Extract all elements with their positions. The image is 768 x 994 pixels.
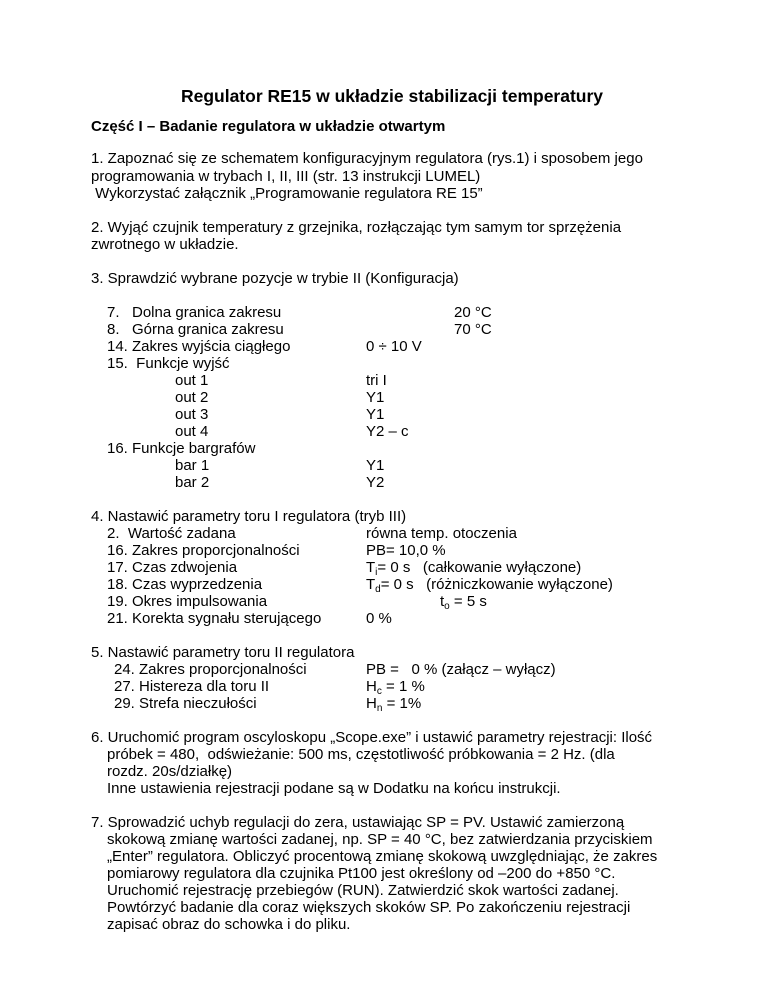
config-item-label: out 3: [175, 406, 209, 423]
param-label: 27. Histereza dla toru II: [114, 678, 270, 695]
param-label: 29. Strefa nieczułości: [114, 695, 257, 712]
param-value: $T_d= 0$ s (różniczkowanie wyłączone): [366, 576, 613, 595]
config-item-value: 70 °C: [454, 321, 492, 338]
param-label: 17. Czas zdwojenia: [107, 559, 238, 576]
step7-line5: Uruchomić rejestrację przebiegów (RUN). Zatwierdzić skok wartości zadanej.: [107, 882, 619, 899]
config-item-label: 14. Zakres wyjścia ciągłego: [107, 338, 291, 355]
config-item-value: Y1: [366, 457, 385, 474]
step6-line1: 6. Uruchomić program oscyloskopu „Scope.exe” i ustawić parametry rejestracji: Ilość: [91, 729, 653, 746]
step3-intro: 3. Sprawdzić wybrane pozycje w trybie II (Konfiguracja): [91, 270, 459, 287]
config-item-label: out 1: [175, 372, 209, 389]
step6-line4: Inne ustawienia rejestracji podane są w Dodatku na końcu instrukcji.: [107, 780, 561, 797]
step7-line7: zapisać obraz do schowka i do pliku.: [107, 916, 351, 933]
step7-line6: Powtórzyć badanie dla coraz większych skoków SP. Po zakończeniu rejestracji: [107, 899, 631, 916]
section-heading: Część I – Badanie regulatora w układzie otwartym: [91, 118, 446, 135]
config-item-label: bar 1: [175, 457, 210, 474]
config-item-label: out 2: [175, 389, 209, 406]
step7-line3: „Enter” regulatora. Obliczyć procentową zmianę skokową uwzględniając, że zakres: [107, 848, 658, 865]
param-value: PB= 10,0 %: [366, 542, 446, 559]
config-item-value: Y1: [366, 389, 385, 406]
config-item-value: 20 °C: [454, 304, 492, 321]
param-value: $H_n = 1\%$: [366, 695, 422, 714]
config-item-label: 16. Funkcje bargrafów: [107, 440, 256, 457]
param-value: $H_c = 1$ %: [366, 678, 425, 697]
step2-line1: 2. Wyjąć czujnik temperatury z grzejnika, rozłączając tym samym tor sprzężenia: [91, 219, 622, 236]
config-item-label: bar 2: [175, 474, 210, 491]
step7-line4: pomiarowy regulatora dla czujnika Pt100 jest określony od –200 do +850 °C.: [107, 865, 616, 882]
step7-line1: 7. Sprowadzić uchyb regulacji do zera, ustawiając SP = PV. Ustawić zamierzoną: [91, 814, 625, 831]
step4-intro: 4. Nastawić parametry toru I regulatora (tryb III): [91, 508, 407, 525]
param-value: PB = 0 % (załącz – wyłącz): [366, 661, 556, 678]
step7-line2: skokową zmianę wartości zadanej, np. SP = 40 °C, bez zatwierdzania przyciskiem: [107, 831, 653, 848]
config-item-value: Y2 – c: [366, 423, 409, 440]
param-label: 21. Korekta sygnału sterującego: [107, 610, 322, 627]
config-item-label: out 4: [175, 423, 209, 440]
param-value: $T_i= 0$ s (całkowanie wyłączone): [366, 559, 582, 578]
step1-line3: Wykorzystać załącznik „Programowanie regulatora RE 15”: [91, 185, 483, 202]
step2-line2: zwrotnego w układzie.: [91, 236, 239, 253]
param-label: 19. Okres impulsowania: [107, 593, 268, 610]
config-item-label: 8. Górna granica zakresu: [107, 321, 284, 338]
step6-line3: rozdz. 20s/działkę): [107, 763, 233, 780]
step1-line1: 1. Zapoznać się ze schematem konfiguracyjnym regulatora (rys.1) i sposobem jego: [91, 150, 643, 167]
param-value: równa temp. otoczenia: [366, 525, 517, 542]
config-item-value: 0 ÷ 10 V: [366, 338, 422, 355]
step1-line2: programowania w trybach I, II, III (str. 13 instrukcji LUMEL): [91, 168, 481, 185]
param-label: 24. Zakres proporcjonalności: [114, 661, 307, 678]
config-item-value: Y2: [366, 474, 385, 491]
config-item-value: tri I: [366, 372, 387, 389]
step6-line2: próbek = 480, odświeżanie: 500 ms, częstotliwość próbkowania = 2 Hz. (dla: [107, 746, 615, 763]
config-item-label: 7. Dolna granica zakresu: [107, 304, 282, 321]
param-value: $t_o = 5$ s: [440, 593, 487, 612]
config-item-value: Y1: [366, 406, 385, 423]
config-item-label: 15. Funkcje wyjść: [107, 355, 230, 372]
param-label: 18. Czas wyprzedzenia: [107, 576, 263, 593]
param-label: 2. Wartość zadana: [107, 525, 236, 542]
param-value: 0 %: [366, 610, 392, 627]
step5-intro: 5. Nastawić parametry toru II regulatora: [91, 644, 355, 661]
param-label: 16. Zakres proporcjonalności: [107, 542, 300, 559]
document-title: Regulator RE15 w układzie stabilizacji temperatury: [180, 86, 604, 106]
